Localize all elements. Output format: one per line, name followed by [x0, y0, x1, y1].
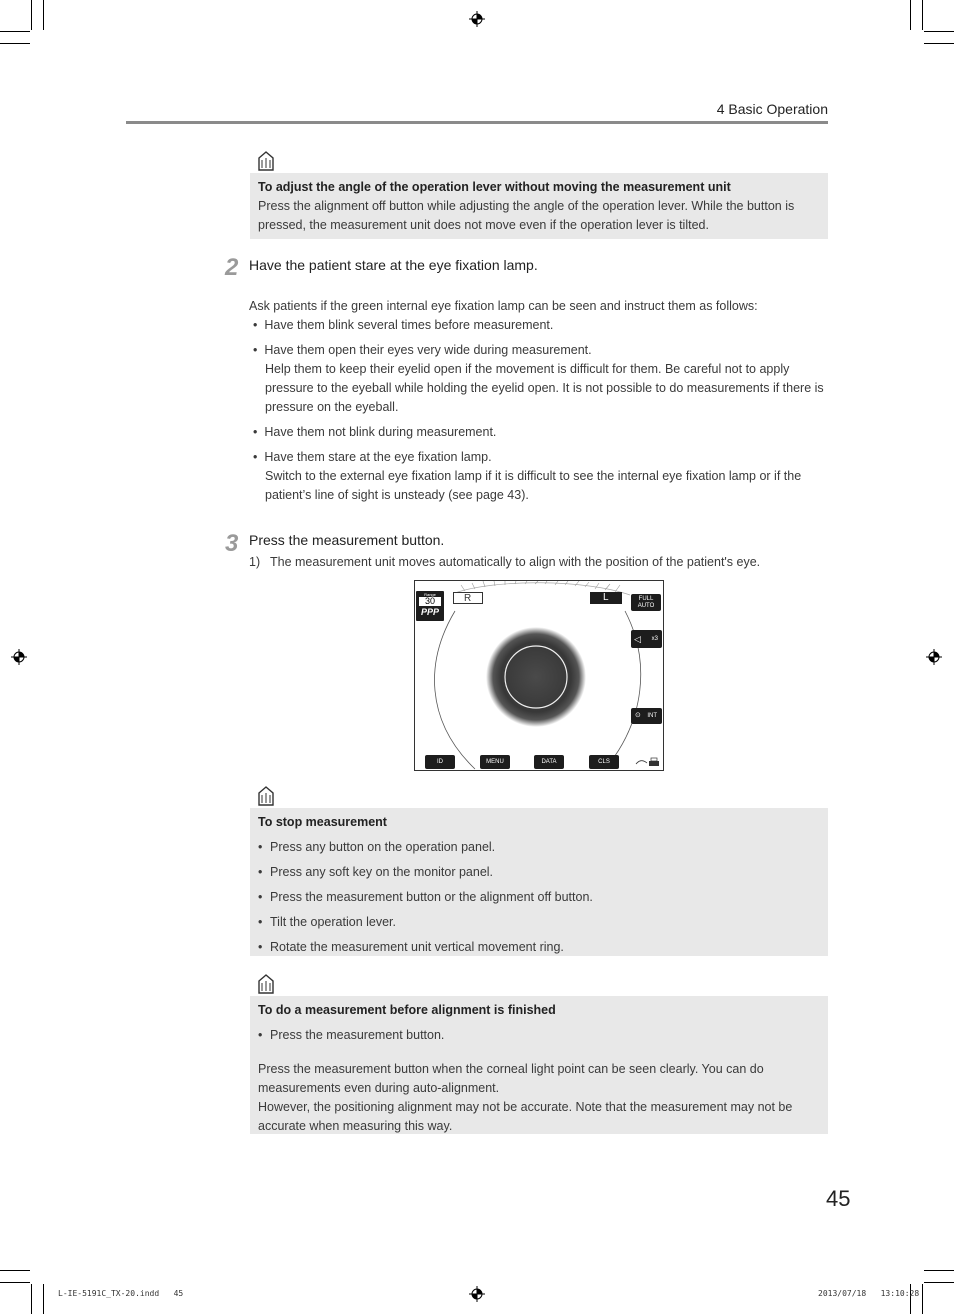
- note-text: Press the alignment off button while adjusting the angle of the operation lever. While the button is pressed, the measurement unit does not move even if the operation lever is tilted.: [258, 199, 795, 232]
- registration-mark-icon: [469, 1286, 485, 1302]
- note-box: [250, 173, 828, 239]
- step-title: Press the measurement button.: [249, 532, 445, 548]
- full-auto-label-line2: AUTO: [637, 603, 655, 609]
- note-heading: To stop measurement: [258, 815, 387, 829]
- eye-measure-icon: ◁: [634, 634, 641, 644]
- bullet-icon: •: [253, 343, 258, 357]
- note-heading: To adjust the angle of the operation lever without moving the measurement unit: [258, 180, 731, 194]
- crop-mark: [924, 31, 954, 32]
- note-heading: To do a measurement before alignment is finished: [258, 1003, 556, 1017]
- full-auto-label-line1: FULL: [638, 596, 654, 602]
- memo-icon: [257, 973, 275, 995]
- registration-mark-icon: [926, 649, 942, 665]
- page-number: 45: [826, 1186, 851, 1211]
- list-item-text: Have them not blink during measurement.: [264, 425, 497, 439]
- full-auto-button[interactable]: [631, 594, 661, 611]
- list-item-text: Have them blink several times before measurement.: [264, 318, 554, 332]
- crop-mark: [0, 1270, 30, 1271]
- registration-mark-icon: [11, 649, 27, 665]
- left-eye-indicator: L: [590, 592, 622, 604]
- crop-mark: [910, 0, 911, 30]
- step-number: 3: [225, 530, 239, 557]
- monitor-screen: [414, 580, 664, 771]
- fixation-lamp-icon: ⊙: [635, 712, 641, 719]
- eye-image: [415, 581, 663, 770]
- substep-text: The measurement unit moves automatically to align with the position of the patient's eye.: [270, 555, 761, 569]
- range-value: 30: [419, 597, 441, 606]
- list-item-detail: Switch to the external eye fixation lamp if it is difficult to see the internal eye fixation lamp or if the patient’s line of sight is unsteady (see page 43).: [265, 469, 802, 502]
- int-label: INT: [647, 713, 657, 719]
- list-item: • Tilt the operation lever.: [258, 913, 820, 932]
- softkey-cls[interactable]: CLS: [589, 755, 619, 769]
- list-item-text: Have them stare at the eye fixation lamp.: [264, 450, 492, 464]
- softkey-data[interactable]: DATA: [534, 755, 564, 769]
- range-indicator: [416, 591, 444, 621]
- step-title: Have the patient stare at the eye fixation lamp.: [249, 257, 538, 273]
- list-item-text: Have them open their eyes very wide during measurement.: [264, 343, 592, 357]
- header-divider: [126, 121, 828, 124]
- range-label: Range: [424, 592, 436, 597]
- step-intro: Ask patients if the green internal eye fixation lamp can be seen and instruct them as follows:: [249, 299, 758, 313]
- list-item: • Press the measurement button.: [258, 1026, 820, 1045]
- list-item-detail: Help them to keep their eyelid open if the movement is difficult for them. Be careful not to apply pressure to the eyeball while holding the eyelid open. It is not possible to do measurements if there is pressure on the eyeball.: [265, 362, 824, 414]
- memo-icon: [257, 785, 275, 807]
- memo-icon: [257, 150, 275, 172]
- int-button[interactable]: [631, 708, 662, 724]
- list-item: [253, 341, 833, 360]
- crop-mark: [31, 0, 32, 30]
- printer-icon: [635, 757, 661, 767]
- crop-mark: [924, 43, 954, 44]
- crop-mark: [924, 1282, 954, 1283]
- note-paragraph: Press the measurement button when the corneal light point can be seen clearly. You can do measurements even during auto-alignment.: [258, 1062, 764, 1095]
- list-item: [253, 423, 833, 442]
- substep-index: 1): [249, 555, 261, 569]
- registration-mark-icon: [469, 11, 485, 27]
- list-item: • Rotate the measurement unit vertical movement ring.: [258, 938, 820, 957]
- list-item: • Press the measurement button or the alignment off button.: [258, 888, 820, 907]
- softkey-id[interactable]: ID: [425, 755, 455, 769]
- crop-mark: [0, 31, 30, 32]
- section-title: 4 Basic Operation: [716, 101, 828, 117]
- crop-mark: [43, 0, 44, 30]
- list-item: • Press any button on the operation panel.: [258, 838, 820, 857]
- bullet-icon: •: [253, 318, 258, 332]
- crop-mark: [922, 0, 923, 30]
- crop-mark: [31, 1284, 32, 1314]
- note-box: [250, 996, 828, 1134]
- crop-mark: [922, 1284, 923, 1314]
- crop-mark: [0, 43, 30, 44]
- list-item: [253, 316, 833, 335]
- bullet-icon: •: [253, 425, 258, 439]
- bullet-icon: •: [253, 450, 258, 464]
- ppp-indicator: PPP: [420, 607, 439, 617]
- list-item: • Press any soft key on the monitor panel.: [258, 863, 820, 882]
- note-box: [250, 808, 828, 956]
- list-item: [253, 448, 833, 467]
- right-eye-indicator: R: [453, 592, 483, 604]
- note-paragraph: However, the positioning alignment may not be accurate. Note that the measurement may not be accurate when measuring this way.: [258, 1100, 793, 1133]
- measurement-count-label: x3: [651, 636, 658, 642]
- crop-mark: [924, 1270, 954, 1271]
- softkey-menu[interactable]: MENU: [480, 755, 510, 769]
- step-number: 2: [225, 254, 239, 281]
- measurement-count-button[interactable]: [631, 630, 662, 648]
- footer-filename: L-IE-5191C_TX-20.indd 45: [58, 1289, 184, 1298]
- footer-timestamp: 2013/07/18 13:10:28: [818, 1289, 920, 1298]
- crop-mark: [43, 1284, 44, 1314]
- crop-mark: [0, 1282, 30, 1283]
